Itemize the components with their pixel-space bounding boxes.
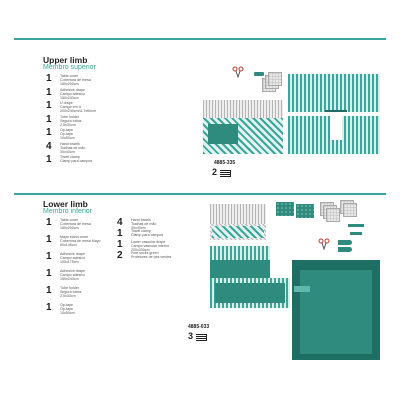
item-text-line: 30x40cm	[131, 226, 146, 230]
item-text-line: Segura tubos	[60, 118, 82, 123]
item-text-line: Hand towels	[131, 218, 151, 222]
towel-clamp-icon	[232, 66, 244, 78]
item-text-line: Towel clamp	[60, 155, 80, 159]
item-quantity: 1	[46, 234, 52, 245]
feet-socks-icon	[338, 240, 352, 245]
item-text-line: Campo adesivo	[60, 273, 85, 277]
item-text-line: Op-tape	[60, 128, 73, 132]
item-text-line: 200x240cm/U-7x60cm	[60, 109, 96, 113]
towel-clamp-icon	[318, 238, 330, 250]
item-text-line: 80x145cm	[60, 243, 77, 247]
item-quantity: 1	[46, 86, 52, 98]
item-text-line: Campo adesivo	[60, 91, 85, 96]
item-quantity: 1	[46, 154, 52, 165]
item-text-line: Towel clamp	[131, 229, 151, 233]
item-text-line: Clamp para campos	[131, 233, 164, 237]
item-quantity: 1	[46, 100, 52, 111]
table-cover-drape	[210, 204, 266, 224]
item-text-line: Lower vascular drape	[131, 240, 166, 244]
item-text-line: 10x50cm	[60, 311, 75, 315]
item-text-line: Campo adesivo	[60, 256, 85, 260]
lower-package-icon	[196, 334, 207, 341]
item-text-line: 150x240cm	[60, 277, 79, 281]
item-text-line: Adhesive drape	[60, 269, 85, 273]
item-text-line: 30x40cm	[60, 149, 75, 154]
lower-product-code: 4885-033	[188, 324, 210, 330]
item-text-line: 150x240cm	[60, 95, 79, 100]
item-text-line: Campo vascular inferior	[131, 244, 169, 248]
item-text-line: 150x200cm	[60, 82, 79, 86]
u-drape	[288, 74, 380, 112]
item-text-line: Segura tubos	[60, 290, 82, 294]
op-tape-icon	[348, 224, 364, 227]
item-text-line: 150x200cm	[60, 226, 79, 230]
item-text-line: Tube holder	[60, 286, 80, 290]
item-text-line: Campo em U	[60, 105, 82, 109]
upper-divider	[14, 38, 386, 40]
tube-holder-icon	[350, 232, 362, 235]
item-text-line: Tube holder	[60, 114, 80, 119]
lower-title: Lower limb	[43, 199, 88, 209]
upper-package-icon	[220, 170, 231, 177]
upper-subtitle: Membro superior	[43, 64, 96, 71]
item-quantity: 1	[46, 113, 52, 125]
item-text-line: Feet socks green	[131, 251, 159, 255]
item-text-line: Op-tape	[60, 132, 73, 136]
lower-divider	[14, 193, 386, 195]
item-text-line: 200x300cm	[131, 248, 150, 252]
item-quantity: 1	[46, 73, 52, 84]
hand-towels-icon	[276, 202, 294, 216]
upper-package-count: 2	[212, 167, 218, 177]
item-text-line: Toalhas de mão	[60, 145, 86, 150]
item-text-line: 150x175cm	[60, 260, 79, 264]
item-text-line: Table cover	[60, 74, 79, 78]
item-text-line: Cobertura de mesa Mayo	[60, 239, 101, 243]
item-text-line: Adhesive drape	[60, 252, 85, 256]
item-text-line: 10x50cm	[60, 136, 75, 140]
upper-title: Upper limb	[43, 55, 88, 65]
item-text-line: Op-tape	[60, 307, 73, 311]
item-quantity: 2	[117, 250, 123, 261]
item-quantity: 1	[46, 217, 52, 228]
item-quantity: 1	[117, 239, 123, 250]
item-text-line: Toalhas de mão	[131, 222, 157, 226]
item-quantity: 1	[46, 268, 52, 279]
item-quantity: 1	[46, 302, 52, 313]
item-text-line: Cobertura de mesa	[60, 78, 91, 82]
item-text-line: Hand towels	[60, 141, 80, 146]
item-text-line: Cobertura de mesa	[60, 222, 91, 226]
adhesive-drape	[210, 246, 270, 260]
item-text-line: 2,5x30cm	[60, 122, 76, 127]
lower-package-count: 3	[188, 331, 194, 341]
upper-product-code: 4885-335	[214, 160, 236, 166]
item-text-line: Table cover	[60, 218, 79, 222]
item-text-line: Op-tape	[60, 303, 73, 307]
item-quantity: 4	[117, 217, 123, 228]
item-quantity: 1	[46, 285, 52, 296]
item-text-line: U drape	[60, 101, 73, 105]
item-text-line: 2,5x30cm	[60, 294, 76, 298]
item-quantity: 1	[46, 251, 52, 262]
item-quantity: 1	[117, 228, 123, 239]
item-quantity: 4	[46, 140, 52, 152]
item-quantity: 1	[46, 127, 52, 138]
item-text-line: Clamp para campos	[60, 159, 93, 163]
op-tape-icon	[254, 72, 264, 76]
item-text-line: Adhesive drape	[60, 87, 85, 92]
table-cover-drape	[203, 100, 283, 118]
lower-subtitle: Membro inferior	[43, 208, 93, 215]
item-text-line: Mayo stand cover	[60, 235, 89, 239]
item-text-line: Protetores de pés verdes	[131, 255, 172, 259]
